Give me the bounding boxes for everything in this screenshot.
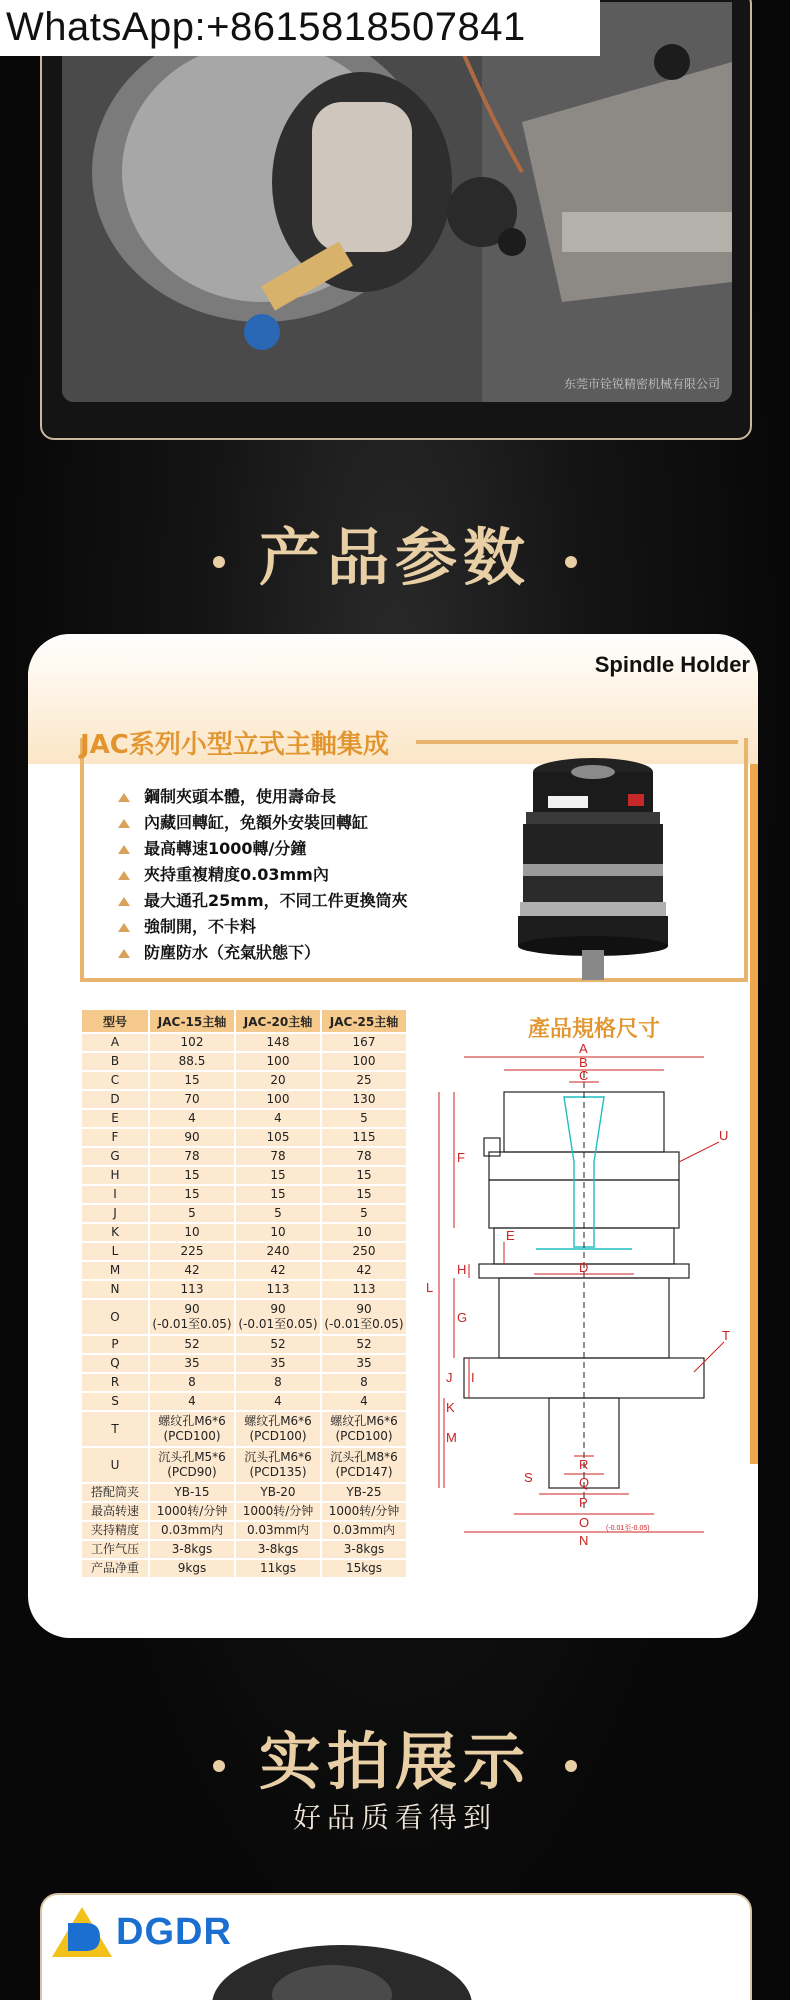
table-cell: 5 <box>150 1205 234 1222</box>
feature-item <box>118 888 408 914</box>
table-cell: 35 <box>150 1355 234 1372</box>
table-row-label: 工作气压 <box>82 1541 148 1558</box>
table-cell: 113 <box>150 1281 234 1298</box>
table-cell: 148 <box>236 1034 320 1051</box>
table-cell: 沉头孔M6*6 (PCD135) <box>236 1448 320 1482</box>
table-row-label: C <box>82 1072 148 1089</box>
table-header-row <box>82 1010 406 1032</box>
section-title-text: 实拍展示 <box>258 1725 531 1798</box>
table-row-label: B <box>82 1053 148 1070</box>
table-cell: 167 <box>322 1034 406 1051</box>
table-cell: 15 <box>322 1167 406 1184</box>
table-row <box>82 1484 406 1501</box>
feature-text: 最大通孔25mm，不同工件更換筒夾 <box>144 891 408 910</box>
table-cell: 4 <box>150 1110 234 1127</box>
table-cell: 15 <box>150 1186 234 1203</box>
feature-item <box>118 810 408 836</box>
table-cell: 螺纹孔M6*6 (PCD100) <box>322 1412 406 1446</box>
table-header-cell: JAC-25主轴 <box>322 1010 406 1032</box>
table-row <box>82 1300 406 1334</box>
table-cell: 5 <box>236 1205 320 1222</box>
table-cell: 15 <box>150 1167 234 1184</box>
dot-icon <box>213 556 225 568</box>
table-cell: 113 <box>236 1281 320 1298</box>
section-title-photos <box>0 1712 790 1801</box>
table-cell: 35 <box>236 1355 320 1372</box>
table-row <box>82 1053 406 1070</box>
table-row <box>82 1205 406 1222</box>
table-row <box>82 1262 406 1279</box>
dgdr-logo-icon <box>50 1905 114 1959</box>
table-row-label: H <box>82 1167 148 1184</box>
table-row-label: U <box>82 1448 148 1482</box>
whatsapp-watermark: WhatsApp:+8615818507841 <box>0 0 600 56</box>
table-cell: 沉头孔M5*6 (PCD90) <box>150 1448 234 1482</box>
table-row-label: Q <box>82 1355 148 1372</box>
dim-label-h: H <box>457 1262 467 1277</box>
table-header-cell: JAC-15主轴 <box>150 1010 234 1032</box>
table-cell: 4 <box>236 1393 320 1410</box>
dim-label-p: P <box>579 1495 588 1510</box>
dim-label-i: I <box>471 1370 475 1385</box>
product-image <box>508 754 678 984</box>
table-cell: 10 <box>150 1224 234 1241</box>
table-row <box>82 1186 406 1203</box>
table-row-label: F <box>82 1129 148 1146</box>
table-row-label: P <box>82 1336 148 1353</box>
table-cell: 113 <box>322 1281 406 1298</box>
table-cell: 225 <box>150 1243 234 1260</box>
table-cell: 5 <box>322 1205 406 1222</box>
table-cell: 42 <box>322 1262 406 1279</box>
table-cell: 3-8kgs <box>150 1541 234 1558</box>
table-cell: 4 <box>322 1393 406 1410</box>
table-row <box>82 1560 406 1577</box>
table-cell: 8 <box>236 1374 320 1391</box>
bullet-triangle-icon <box>118 871 130 880</box>
dim-label-g: G <box>457 1310 468 1325</box>
feature-item <box>118 914 408 940</box>
table-cell: 3-8kgs <box>236 1541 320 1558</box>
dim-label-d: D <box>579 1260 589 1275</box>
table-cell: 52 <box>236 1336 320 1353</box>
card-accent-stripe <box>750 764 758 1464</box>
table-row <box>82 1503 406 1520</box>
table-cell: 15 <box>322 1186 406 1203</box>
table-cell: YB-20 <box>236 1484 320 1501</box>
table-cell: 102 <box>150 1034 234 1051</box>
dim-label-l: L <box>426 1280 434 1295</box>
table-row-label: 产品净重 <box>82 1560 148 1577</box>
bullet-triangle-icon <box>118 845 130 854</box>
bullet-triangle-icon <box>118 897 130 906</box>
table-cell: 3-8kgs <box>322 1541 406 1558</box>
spec-table <box>80 1008 408 1579</box>
table-cell: 9kgs <box>150 1560 234 1577</box>
feature-list <box>118 784 408 966</box>
feature-text: 防塵防水（充氣狀態下） <box>144 943 321 962</box>
title-divider <box>416 740 738 744</box>
dim-label-b: B <box>579 1055 588 1070</box>
table-row-label: K <box>82 1224 148 1241</box>
table-row-label: N <box>82 1281 148 1298</box>
table-row-label: J <box>82 1205 148 1222</box>
table-cell: 螺纹孔M6*6 (PCD100) <box>236 1412 320 1446</box>
feature-item <box>118 784 408 810</box>
table-cell: 240 <box>236 1243 320 1260</box>
bullet-triangle-icon <box>118 923 130 932</box>
table-cell: 15 <box>150 1072 234 1089</box>
table-cell: 20 <box>236 1072 320 1089</box>
table-row <box>82 1412 406 1446</box>
table-row <box>82 1129 406 1146</box>
feature-text: 強制開，不卡料 <box>144 917 257 936</box>
dim-tolerance-note: (-0.01至-0.05) <box>606 1525 650 1532</box>
table-row <box>82 1243 406 1260</box>
table-cell: 0.03mm内 <box>322 1522 406 1539</box>
table-cell: 100 <box>322 1053 406 1070</box>
table-cell: 8 <box>150 1374 234 1391</box>
table-cell: 42 <box>236 1262 320 1279</box>
table-cell: 1000转/分钟 <box>150 1503 234 1520</box>
table-row <box>82 1148 406 1165</box>
table-row <box>82 1167 406 1184</box>
product-photo <box>192 1935 492 2000</box>
table-cell: 250 <box>322 1243 406 1260</box>
table-cell: YB-15 <box>150 1484 234 1501</box>
table-row-label: D <box>82 1091 148 1108</box>
bullet-triangle-icon <box>118 793 130 802</box>
showcase-card <box>40 1893 752 2000</box>
table-cell: 78 <box>150 1148 234 1165</box>
table-row <box>82 1110 406 1127</box>
table-cell: 10 <box>236 1224 320 1241</box>
table-cell: 90 <box>150 1129 234 1146</box>
section-title-params <box>0 508 790 597</box>
dim-label-o: O <box>579 1515 590 1530</box>
dim-label-n: N <box>579 1533 589 1548</box>
table-row-label: T <box>82 1412 148 1446</box>
table-cell: 沉头孔M8*6 (PCD147) <box>322 1448 406 1482</box>
table-cell: 螺纹孔M6*6 (PCD100) <box>150 1412 234 1446</box>
table-cell: 52 <box>322 1336 406 1353</box>
dim-label-a: A <box>579 1042 588 1056</box>
table-cell: 1000转/分钟 <box>236 1503 320 1520</box>
feature-item <box>118 836 408 862</box>
table-cell: 10 <box>322 1224 406 1241</box>
table-cell: 25 <box>322 1072 406 1089</box>
table-cell: 0.03mm内 <box>150 1522 234 1539</box>
video-frame[interactable] <box>40 0 752 440</box>
bullet-triangle-icon <box>118 819 130 828</box>
dim-label-s: S <box>524 1470 533 1485</box>
spindle-photo <box>62 2 732 402</box>
table-row <box>82 1374 406 1391</box>
feature-text: 內藏回轉缸，免額外安裝回轉缸 <box>144 813 369 832</box>
table-cell: 100 <box>236 1053 320 1070</box>
dot-icon <box>565 1760 577 1772</box>
table-cell: 11kgs <box>236 1560 320 1577</box>
table-row-label: M <box>82 1262 148 1279</box>
spec-card <box>28 634 758 1638</box>
table-cell: 35 <box>322 1355 406 1372</box>
dim-label-k: K <box>446 1400 455 1415</box>
table-cell: 90 (-0.01至0.05) <box>150 1300 234 1334</box>
product-title: JAC系列小型立式主軸集成 <box>80 730 389 760</box>
table-cell: 52 <box>150 1336 234 1353</box>
table-row-label: I <box>82 1186 148 1203</box>
table-cell: 115 <box>322 1129 406 1146</box>
table-cell: 100 <box>236 1091 320 1108</box>
table-cell: 0.03mm内 <box>236 1522 320 1539</box>
table-row-label: 搭配筒夹 <box>82 1484 148 1501</box>
table-header-cell: 型号 <box>82 1010 148 1032</box>
section-subtitle: 好品质看得到 <box>292 1801 497 1834</box>
table-cell: 88.5 <box>150 1053 234 1070</box>
dim-label-e: E <box>506 1228 515 1243</box>
dim-label-q: Q <box>579 1475 590 1490</box>
table-row-label: A <box>82 1034 148 1051</box>
table-cell: 90 (-0.01至0.05) <box>322 1300 406 1334</box>
dot-icon <box>213 1760 225 1772</box>
table-row <box>82 1091 406 1108</box>
dimension-drawing <box>424 1042 744 1582</box>
table-cell: 4 <box>150 1393 234 1410</box>
table-row <box>82 1393 406 1410</box>
dim-label-j: J <box>446 1370 453 1385</box>
table-cell: 70 <box>150 1091 234 1108</box>
table-row-label: S <box>82 1393 148 1410</box>
table-cell: 105 <box>236 1129 320 1146</box>
feature-item <box>118 940 408 966</box>
table-cell: 78 <box>236 1148 320 1165</box>
table-cell: 130 <box>322 1091 406 1108</box>
table-cell: 78 <box>322 1148 406 1165</box>
diagram-title: 產品規格尺寸 <box>528 1017 661 1042</box>
video-caption: 东莞市铨锐精密机械有限公司 <box>563 377 720 391</box>
table-cell: 15 <box>236 1167 320 1184</box>
table-cell: 15kgs <box>322 1560 406 1577</box>
table-row <box>82 1448 406 1482</box>
brand-logo-text: DGDR <box>116 1911 232 1953</box>
table-header-cell: JAC-20主轴 <box>236 1010 320 1032</box>
table-cell: 15 <box>236 1186 320 1203</box>
dim-label-r: R <box>579 1457 589 1472</box>
dim-label-f: F <box>457 1150 465 1165</box>
table-row-label: G <box>82 1148 148 1165</box>
table-row <box>82 1355 406 1372</box>
table-row-label: O <box>82 1300 148 1334</box>
table-row-label: R <box>82 1374 148 1391</box>
table-cell: 4 <box>236 1110 320 1127</box>
table-row <box>82 1281 406 1298</box>
feature-text: 夾持重複精度0.03mm內 <box>144 865 329 884</box>
dot-icon <box>565 556 577 568</box>
table-row-label: 夹持精度 <box>82 1522 148 1539</box>
table-cell: YB-25 <box>322 1484 406 1501</box>
dim-label-t: T <box>722 1328 730 1343</box>
table-cell: 90 (-0.01至0.05) <box>236 1300 320 1334</box>
dim-label-m: M <box>446 1430 457 1445</box>
table-row <box>82 1072 406 1089</box>
machining-video-thumbnail[interactable] <box>62 2 732 402</box>
table-row-label: L <box>82 1243 148 1260</box>
brand-label: Spindle Holder <box>594 652 750 677</box>
table-cell: 5 <box>322 1110 406 1127</box>
table-row <box>82 1224 406 1241</box>
table-row <box>82 1034 406 1051</box>
table-row-label: E <box>82 1110 148 1127</box>
table-row <box>82 1336 406 1353</box>
dim-label-c: C <box>579 1068 589 1083</box>
feature-text: 最高轉速1000轉/分鐘 <box>144 839 307 858</box>
table-cell: 42 <box>150 1262 234 1279</box>
table-cell: 1000转/分钟 <box>322 1503 406 1520</box>
table-row <box>82 1541 406 1558</box>
table-row <box>82 1522 406 1539</box>
table-cell: 8 <box>322 1374 406 1391</box>
bullet-triangle-icon <box>118 949 130 958</box>
feature-text: 鋼制夾頭本體，使用壽命長 <box>144 787 337 806</box>
feature-item <box>118 862 408 888</box>
dim-label-u: U <box>719 1128 729 1143</box>
section-title-text: 产品参数 <box>258 521 531 594</box>
table-row-label: 最高转速 <box>82 1503 148 1520</box>
